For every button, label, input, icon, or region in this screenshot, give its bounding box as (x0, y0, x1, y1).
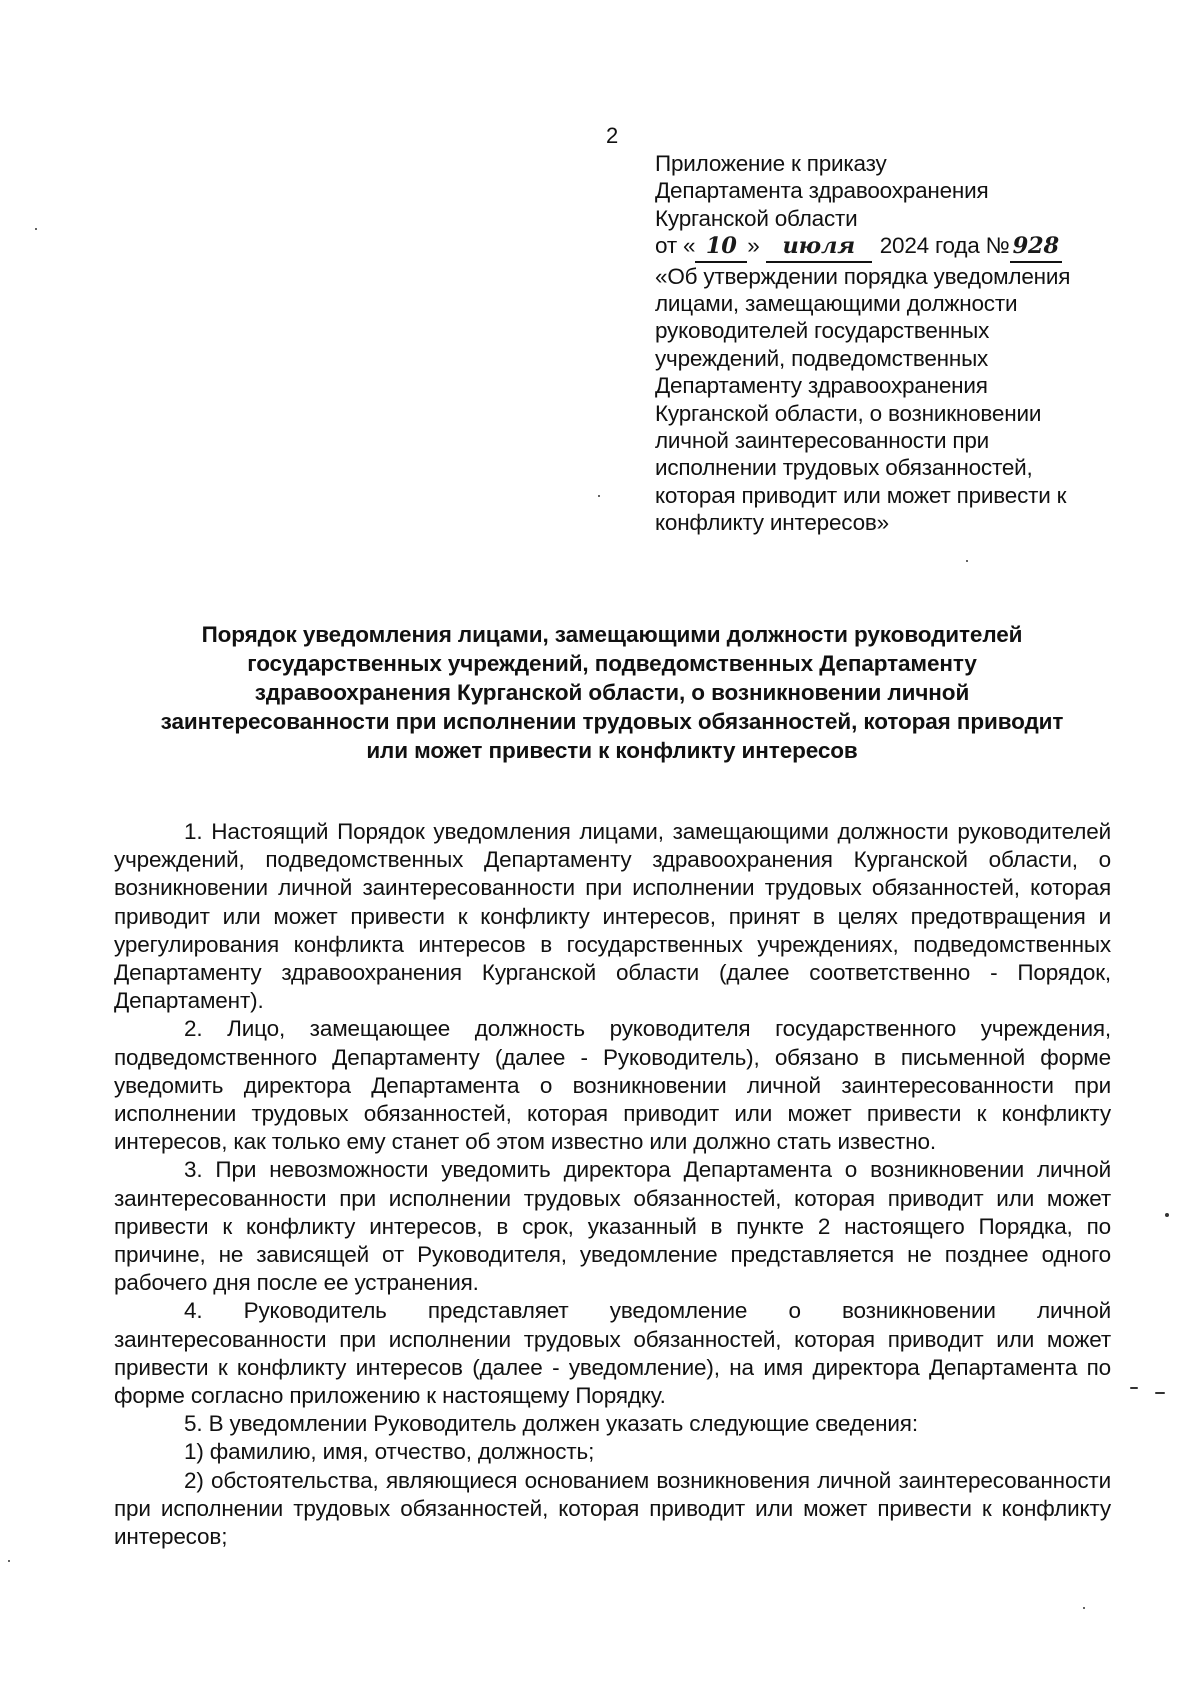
title-line: здравоохранения Курганской области, о возникновении личной (254, 680, 970, 705)
title-line: или может привести к конфликту интересов (366, 738, 858, 763)
appendix-header (655, 150, 1125, 537)
appendix-subject-line: личной заинтересованности при (655, 428, 990, 454)
appendix-line: Приложение к приказу (655, 151, 887, 176)
handwritten-order-number: 928 (1010, 233, 1062, 262)
document-body (114, 818, 1111, 1551)
appendix-subject-line: конфликту интересов» (655, 510, 889, 536)
appendix-line: Департамента здравоохранения (655, 178, 989, 204)
paragraph-5-item-1: 1) фамилию, имя, отчество, должность; (184, 1439, 595, 1465)
document-title (112, 620, 1112, 765)
date-mid: » (747, 233, 760, 259)
appendix-subject-line: руководителей государственных (655, 318, 990, 344)
appendix-line: Курганской области (655, 205, 858, 231)
paragraph-1: 1. Настоящий Порядок уведомления лицами, замещающими должности руководителей учреждений, подведомственных Департаменту здравоохранения Курганской области, о возникновении личной заинтересованности при исполнении трудовых обязанностей, которая приводит или может привести к конфликту интересов, принят в целях предотвращения и урегулирования конфликта интересов в государственных учреждениях, подведомственных Департаменту здравоохранения Курганской области (далее соответственно - Порядок, Департамент). (114, 819, 1111, 1014)
appendix-date-line (655, 232, 1125, 262)
paragraph-2: 2. Лицо, замещающее должность руководителя государственного учреждения, подведомственного Департаменту (далее - Руководитель), обязано в письменной форме уведомить директора Департамента о возникновении личной заинтересованности при исполнении трудовых обязанностей, которая приводит или может привести к конфликту интересов, как только ему станет об этом известно или должно стать известно. (114, 1016, 1111, 1155)
paragraph-3: 3. При невозможности уведомить директора Департамента о возникновении личной заинтересованности при исполнении трудовых обязанностей, которая приводит или может привести к конфликту интересов, в срок, указанный в пункте 2 настоящего Порядка, по причине, не зависящей от Руководителя, уведомление представляется не позднее одного рабочего дня после ее устранения. (114, 1157, 1111, 1296)
handwritten-day: 10 (695, 233, 747, 262)
title-line: заинтересованности при исполнении трудовых обязанностей, которая приводит (160, 709, 1064, 734)
appendix-subject-line: которая приводит или может привести к (655, 482, 1067, 508)
appendix-subject-line: учреждений, подведомственных (655, 345, 989, 371)
page-number: 2 (606, 123, 619, 148)
title-line: государственных учреждений, подведомственных Департаменту (247, 651, 977, 676)
appendix-subject-line: лицами, замещающими должности (655, 291, 1018, 317)
title-line: Порядок уведомления лицами, замещающими должности руководителей (201, 622, 1023, 647)
paragraph-5-item-2: 2) обстоятельства, являющиеся основанием возникновения личной заинтересованности при исполнении трудовых обязанностей, которая приводит или может привести к конфликту интересов; (114, 1467, 1111, 1550)
appendix-subject-line: «Об утверждении порядка уведомления (655, 263, 1071, 289)
appendix-subject-line: исполнении трудовых обязанностей, (655, 455, 1033, 481)
appendix-subject-line: Курганской области, о возникновении (655, 400, 1042, 426)
date-prefix: от « (655, 233, 696, 259)
paragraph-5: 5. В уведомлении Руководитель должен указать следующие сведения: (184, 1411, 918, 1437)
date-year: 2024 года № (879, 233, 1010, 259)
paragraph-4: 4. Руководитель представляет уведомление о возникновении личной заинтересованности при исполнении трудовых обязанностей, которая приводит или может привести к конфликту интересов (далее - уведомление), на имя директора Департамента по форме согласно приложению к настоящему Порядку. (114, 1298, 1111, 1409)
appendix-subject-line: Департаменту здравоохранения (655, 373, 988, 399)
handwritten-month: июля (766, 233, 872, 262)
